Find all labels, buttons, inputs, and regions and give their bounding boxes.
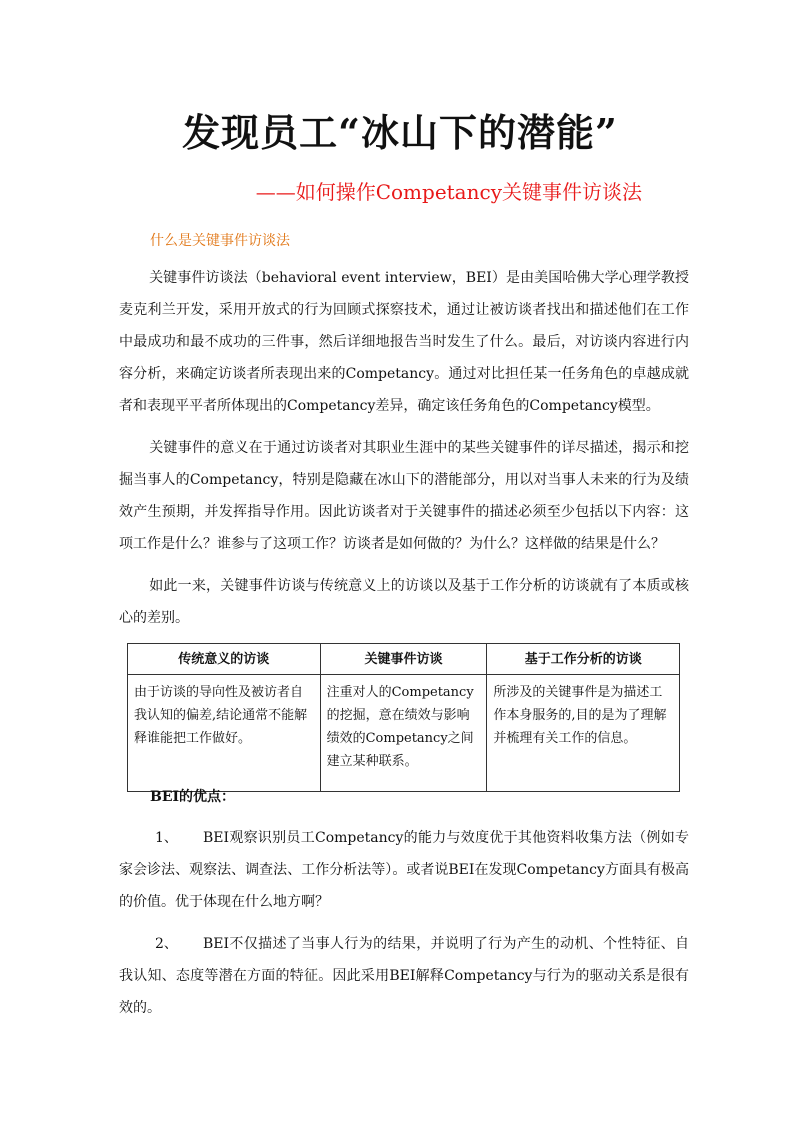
list-item-text: BEI观察识别员工Competancy的能力与效度优于其他资料收集方法（例如专家会诊法、观察法、调查法、工作分析法等）。或者说BEI在发现Competancy方面具有极高的价值。优于体现在什么地方啊？ (119, 830, 689, 910)
paragraph-definition (119, 262, 689, 422)
table-cell: 所涉及的关键事件是为描述工作本身服务的,目的是为了理解并梳理有关工作的信息。 (487, 675, 680, 792)
table-row (128, 675, 680, 792)
table-cell: 由于访谈的导向性及被访者自我认知的偏差,结论通常不能解释谁能把工作做好。 (128, 675, 321, 792)
section-heading: 什么是关键事件访谈法 (150, 233, 290, 249)
comparison-table (127, 643, 680, 792)
paragraph-text: 关键事件访谈法（behavioral event interview，BEI）是由美国哈佛大学心理学教授麦克利兰开发，采用开放式的行为回顾式探察技术，通过让被访谈者找出和描述他们在工作中最成功和最不成功的三件事，然后详细地报告当时发生了什么。最后，对访谈内容进行内容分析，来确定访谈者所表现出来的Competancy。通过对比担任某一任务角色的卓越成就者和表现平平者所体现出的Competancy差异，确定该任务角色的Competancy模型。 (119, 270, 689, 414)
paragraph-text: 关键事件的意义在于通过访谈者对其职业生涯中的某些关键事件的详尽描述，揭示和挖掘当事人的Competancy，特别是隐藏在冰山下的潜能部分，用以对当事人未来的行为及绩效产生预期，并发挥指导作用。因此访谈者对于关键事件的描述必须至少包括以下内容：这项工作是什么？谁参与了这项工作？访谈者是如何做的？为什么？这样做的结果是什么？ (119, 440, 689, 552)
list-item (119, 822, 689, 918)
table-header-cell: 传统意义的访谈 (128, 644, 321, 675)
table-header-row (128, 644, 680, 675)
list-item (119, 928, 689, 1024)
list-item-number: 2、 (155, 936, 178, 952)
table-cell: 注重对人的Competancy的挖掘，意在绩效与影响绩效的Competancy之间建立某种联系。 (320, 675, 487, 792)
paragraph-significance (119, 432, 689, 560)
paragraph-difference (119, 570, 689, 634)
table-header-cell: 基于工作分析的访谈 (487, 644, 680, 675)
document-title: 发现员工“冰山下的潜能” (182, 110, 618, 155)
paragraph-text: 如此一来，关键事件访谈与传统意义上的访谈以及基于工作分析的访谈就有了本质或核心的差别。 (119, 578, 689, 626)
list-item-text: BEI不仅描述了当事人行为的结果，并说明了行为产生的动机、个性特征、自我认知、态度等潜在方面的特征。因此采用BEI解释Competancy与行为的驱动关系是很有效的。 (119, 936, 689, 1016)
document-subtitle: ——如何操作Competancy关键事件访谈法 (255, 180, 642, 204)
table-header-cell: 关键事件访谈 (320, 644, 487, 675)
bei-advantages-heading: BEI的优点： (150, 789, 236, 805)
list-item-number: 1、 (155, 830, 178, 846)
